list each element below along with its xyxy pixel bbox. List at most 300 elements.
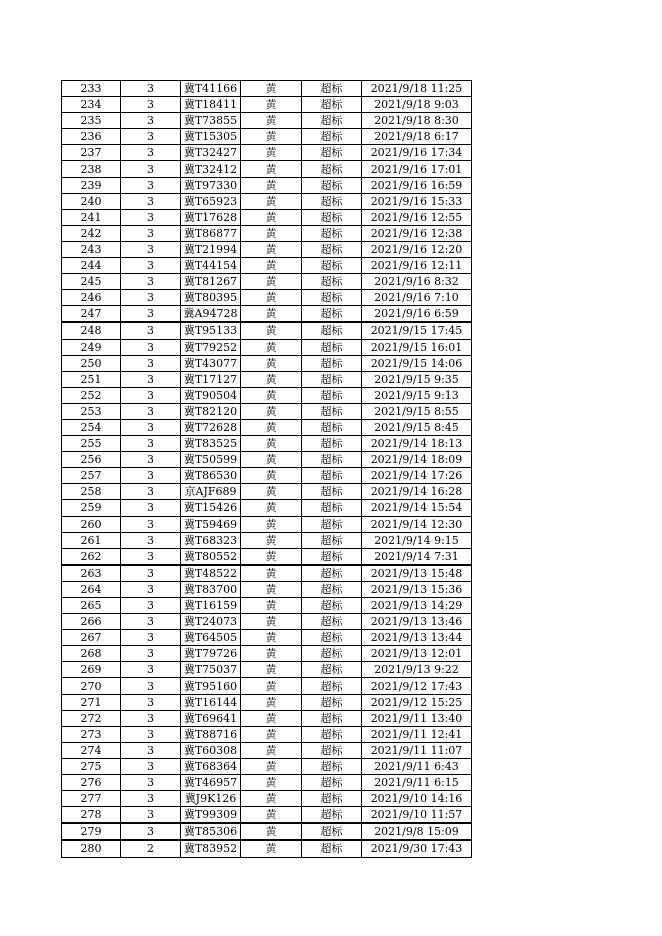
category-cell: 3 [121, 113, 181, 129]
datetime-cell: 2021/9/14 12:30 [362, 516, 472, 532]
plate-color-cell: 黄 [241, 646, 302, 662]
table-row [62, 807, 472, 824]
category-cell: 3 [121, 97, 181, 113]
row-number-cell: 267 [62, 630, 121, 646]
category-cell: 3 [121, 355, 181, 371]
row-number-cell: 265 [62, 598, 121, 614]
plate-number-cell: 冀T15426 [181, 500, 241, 516]
datetime-cell: 2021/9/16 12:20 [362, 241, 472, 257]
plate-number-cell: 冀T64505 [181, 630, 241, 646]
category-cell: 3 [121, 387, 181, 403]
table-row [62, 452, 472, 468]
category-cell: 3 [121, 403, 181, 419]
status-cell: 超标 [302, 81, 362, 97]
row-number-cell: 246 [62, 290, 121, 306]
row-number-cell: 277 [62, 791, 121, 807]
table-row [62, 193, 472, 209]
table-row [62, 371, 472, 387]
datetime-cell: 2021/9/14 9:15 [362, 532, 472, 548]
table-row [62, 225, 472, 241]
datetime-cell: 2021/9/14 16:28 [362, 484, 472, 500]
status-cell: 超标 [302, 726, 362, 742]
plate-color-cell: 黄 [241, 419, 302, 435]
status-cell: 超标 [302, 371, 362, 387]
plate-color-cell: 黄 [241, 565, 302, 582]
status-cell: 超标 [302, 387, 362, 403]
plate-number-cell: 冀T86877 [181, 225, 241, 241]
row-number-cell: 237 [62, 145, 121, 161]
category-cell: 3 [121, 614, 181, 630]
datetime-cell: 2021/9/8 15:09 [362, 823, 472, 840]
plate-number-cell: 冀T75037 [181, 662, 241, 678]
status-cell: 超标 [302, 662, 362, 678]
category-cell: 3 [121, 598, 181, 614]
status-cell: 超标 [302, 581, 362, 597]
datetime-cell: 2021/9/16 17:01 [362, 161, 472, 177]
status-cell: 超标 [302, 193, 362, 209]
datetime-cell: 2021/9/16 12:38 [362, 225, 472, 241]
plate-color-cell: 黄 [241, 145, 302, 161]
plate-number-cell: 冀T79726 [181, 646, 241, 662]
plate-color-cell: 黄 [241, 726, 302, 742]
plate-number-cell: 冀T17127 [181, 371, 241, 387]
row-number-cell: 238 [62, 161, 121, 177]
datetime-cell: 2021/9/18 6:17 [362, 129, 472, 145]
plate-number-cell: 冀T85306 [181, 823, 241, 840]
table-row [62, 565, 472, 582]
status-cell: 超标 [302, 290, 362, 306]
status-cell: 超标 [302, 548, 362, 565]
row-number-cell: 273 [62, 726, 121, 742]
datetime-cell: 2021/9/15 9:35 [362, 371, 472, 387]
table-row [62, 355, 472, 371]
plate-color-cell: 黄 [241, 516, 302, 532]
table-row [62, 322, 472, 339]
datetime-cell: 2021/9/13 13:44 [362, 630, 472, 646]
plate-number-cell: 冀T68323 [181, 532, 241, 548]
category-cell: 3 [121, 129, 181, 145]
plate-color-cell: 黄 [241, 614, 302, 630]
plate-number-cell: 冀A94728 [181, 306, 241, 323]
plate-color-cell: 黄 [241, 322, 302, 339]
table-row [62, 710, 472, 726]
row-number-cell: 234 [62, 97, 121, 113]
plate-color-cell: 黄 [241, 387, 302, 403]
category-cell: 3 [121, 500, 181, 516]
plate-number-cell: 冀T81267 [181, 274, 241, 290]
category-cell: 3 [121, 468, 181, 484]
datetime-cell: 2021/9/11 12:41 [362, 726, 472, 742]
datetime-cell: 2021/9/18 8:30 [362, 113, 472, 129]
plate-number-cell: 冀T82120 [181, 403, 241, 419]
plate-color-cell: 黄 [241, 274, 302, 290]
status-cell: 超标 [302, 436, 362, 452]
datetime-cell: 2021/9/14 15:54 [362, 500, 472, 516]
plate-number-cell: 冀J9K126 [181, 791, 241, 807]
plate-number-cell: 冀T86530 [181, 468, 241, 484]
datetime-cell: 2021/9/16 16:59 [362, 177, 472, 193]
table-row [62, 339, 472, 355]
plate-color-cell: 黄 [241, 791, 302, 807]
datetime-cell: 2021/9/13 15:48 [362, 565, 472, 582]
datetime-cell: 2021/9/15 16:01 [362, 339, 472, 355]
plate-color-cell: 黄 [241, 742, 302, 758]
table-row [62, 161, 472, 177]
status-cell: 超标 [302, 452, 362, 468]
datetime-cell: 2021/9/30 17:43 [362, 840, 472, 857]
table-row [62, 306, 472, 323]
plate-color-cell: 黄 [241, 177, 302, 193]
category-cell: 3 [121, 193, 181, 209]
plate-color-cell: 黄 [241, 678, 302, 694]
row-number-cell: 249 [62, 339, 121, 355]
status-cell: 超标 [302, 678, 362, 694]
table-row [62, 758, 472, 774]
plate-color-cell: 黄 [241, 258, 302, 274]
row-number-cell: 245 [62, 274, 121, 290]
category-cell: 3 [121, 807, 181, 824]
plate-number-cell: 冀T32427 [181, 145, 241, 161]
status-cell: 超标 [302, 516, 362, 532]
category-cell: 3 [121, 516, 181, 532]
table-row [62, 532, 472, 548]
row-number-cell: 253 [62, 403, 121, 419]
row-number-cell: 239 [62, 177, 121, 193]
datetime-cell: 2021/9/13 9:22 [362, 662, 472, 678]
table-row [62, 662, 472, 678]
table-row [62, 516, 472, 532]
plate-number-cell: 冀T95160 [181, 678, 241, 694]
datetime-cell: 2021/9/13 12:01 [362, 646, 472, 662]
plate-number-cell: 冀T83952 [181, 840, 241, 857]
row-number-cell: 233 [62, 81, 121, 97]
category-cell: 3 [121, 694, 181, 710]
plate-color-cell: 黄 [241, 598, 302, 614]
plate-number-cell: 冀T95133 [181, 322, 241, 339]
status-cell: 超标 [302, 225, 362, 241]
status-cell: 超标 [302, 791, 362, 807]
status-cell: 超标 [302, 742, 362, 758]
datetime-cell: 2021/9/10 11:57 [362, 807, 472, 824]
category-cell: 3 [121, 758, 181, 774]
row-number-cell: 258 [62, 484, 121, 500]
plate-number-cell: 冀T46957 [181, 775, 241, 791]
datetime-cell: 2021/9/12 17:43 [362, 678, 472, 694]
status-cell: 超标 [302, 565, 362, 582]
table-row [62, 840, 472, 857]
datetime-cell: 2021/9/16 8:32 [362, 274, 472, 290]
plate-color-cell: 黄 [241, 581, 302, 597]
category-cell: 3 [121, 241, 181, 257]
table-row [62, 258, 472, 274]
plate-number-cell: 冀T15305 [181, 129, 241, 145]
datetime-cell: 2021/9/18 9:03 [362, 97, 472, 113]
plate-color-cell: 黄 [241, 532, 302, 548]
status-cell: 超标 [302, 807, 362, 824]
category-cell: 3 [121, 419, 181, 435]
plate-color-cell: 黄 [241, 113, 302, 129]
row-number-cell: 276 [62, 775, 121, 791]
row-number-cell: 257 [62, 468, 121, 484]
plate-number-cell: 冀T17628 [181, 209, 241, 225]
status-cell: 超标 [302, 823, 362, 840]
category-cell: 3 [121, 726, 181, 742]
row-number-cell: 264 [62, 581, 121, 597]
plate-number-cell: 冀T79252 [181, 339, 241, 355]
plate-number-cell: 冀T72628 [181, 419, 241, 435]
datetime-cell: 2021/9/14 18:09 [362, 452, 472, 468]
row-number-cell: 242 [62, 225, 121, 241]
category-cell: 3 [121, 290, 181, 306]
table-row [62, 548, 472, 565]
plate-number-cell: 冀T69641 [181, 710, 241, 726]
table-row [62, 742, 472, 758]
datetime-cell: 2021/9/15 14:06 [362, 355, 472, 371]
plate-color-cell: 黄 [241, 403, 302, 419]
plate-color-cell: 黄 [241, 209, 302, 225]
plate-color-cell: 黄 [241, 129, 302, 145]
category-cell: 3 [121, 258, 181, 274]
table-row [62, 436, 472, 452]
plate-number-cell: 冀T16159 [181, 598, 241, 614]
row-number-cell: 256 [62, 452, 121, 468]
plate-color-cell: 黄 [241, 355, 302, 371]
status-cell: 超标 [302, 274, 362, 290]
plate-number-cell: 冀T18411 [181, 97, 241, 113]
status-cell: 超标 [302, 322, 362, 339]
category-cell: 3 [121, 710, 181, 726]
datetime-cell: 2021/9/13 13:46 [362, 614, 472, 630]
row-number-cell: 244 [62, 258, 121, 274]
plate-color-cell: 黄 [241, 290, 302, 306]
row-number-cell: 241 [62, 209, 121, 225]
category-cell: 3 [121, 177, 181, 193]
status-cell: 超标 [302, 614, 362, 630]
status-cell: 超标 [302, 97, 362, 113]
plate-number-cell: 冀T60308 [181, 742, 241, 758]
plate-number-cell: 冀T16144 [181, 694, 241, 710]
plate-color-cell: 黄 [241, 241, 302, 257]
table-row [62, 145, 472, 161]
plate-color-cell: 黄 [241, 758, 302, 774]
plate-number-cell: 冀T24073 [181, 614, 241, 630]
status-cell: 超标 [302, 758, 362, 774]
status-cell: 超标 [302, 419, 362, 435]
plate-number-cell: 冀T21994 [181, 241, 241, 257]
category-cell: 3 [121, 775, 181, 791]
plate-number-cell: 冀T68364 [181, 758, 241, 774]
table-row [62, 97, 472, 113]
category-cell: 3 [121, 145, 181, 161]
row-number-cell: 263 [62, 565, 121, 582]
row-number-cell: 278 [62, 807, 121, 824]
plate-number-cell: 冀T80395 [181, 290, 241, 306]
datetime-cell: 2021/9/16 6:59 [362, 306, 472, 323]
plate-color-cell: 黄 [241, 306, 302, 323]
row-number-cell: 255 [62, 436, 121, 452]
category-cell: 3 [121, 791, 181, 807]
plate-color-cell: 黄 [241, 662, 302, 678]
row-number-cell: 280 [62, 840, 121, 857]
plate-color-cell: 黄 [241, 548, 302, 565]
row-number-cell: 274 [62, 742, 121, 758]
plate-number-cell: 冀T99309 [181, 807, 241, 824]
table-row [62, 791, 472, 807]
category-cell: 3 [121, 436, 181, 452]
plate-color-cell: 黄 [241, 694, 302, 710]
datetime-cell: 2021/9/10 14:16 [362, 791, 472, 807]
datetime-cell: 2021/9/16 17:34 [362, 145, 472, 161]
plate-color-cell: 黄 [241, 630, 302, 646]
plate-color-cell: 黄 [241, 452, 302, 468]
category-cell: 3 [121, 646, 181, 662]
row-number-cell: 270 [62, 678, 121, 694]
status-cell: 超标 [302, 161, 362, 177]
plate-color-cell: 黄 [241, 775, 302, 791]
row-number-cell: 262 [62, 548, 121, 565]
row-number-cell: 248 [62, 322, 121, 339]
datetime-cell: 2021/9/12 15:25 [362, 694, 472, 710]
plate-number-cell: 冀T48522 [181, 565, 241, 582]
status-cell: 超标 [302, 840, 362, 857]
status-cell: 超标 [302, 306, 362, 323]
plate-number-cell: 冀T59469 [181, 516, 241, 532]
status-cell: 超标 [302, 694, 362, 710]
plate-color-cell: 黄 [241, 823, 302, 840]
plate-color-cell: 黄 [241, 161, 302, 177]
category-cell: 3 [121, 225, 181, 241]
row-number-cell: 254 [62, 419, 121, 435]
status-cell: 超标 [302, 598, 362, 614]
category-cell: 3 [121, 484, 181, 500]
plate-number-cell: 冀T32412 [181, 161, 241, 177]
datetime-cell: 2021/9/11 13:40 [362, 710, 472, 726]
table-row [62, 694, 472, 710]
status-cell: 超标 [302, 775, 362, 791]
plate-color-cell: 黄 [241, 339, 302, 355]
status-cell: 超标 [302, 241, 362, 257]
category-cell: 3 [121, 678, 181, 694]
category-cell: 3 [121, 306, 181, 323]
table-row [62, 403, 472, 419]
status-cell: 超标 [302, 710, 362, 726]
category-cell: 3 [121, 742, 181, 758]
plate-number-cell: 冀T44154 [181, 258, 241, 274]
row-number-cell: 250 [62, 355, 121, 371]
plate-number-cell: 冀T88716 [181, 726, 241, 742]
plate-number-cell: 冀T97330 [181, 177, 241, 193]
status-cell: 超标 [302, 355, 362, 371]
plate-color-cell: 黄 [241, 710, 302, 726]
table-row [62, 177, 472, 193]
plate-number-cell: 冀T90504 [181, 387, 241, 403]
row-number-cell: 259 [62, 500, 121, 516]
status-cell: 超标 [302, 145, 362, 161]
plate-color-cell: 黄 [241, 371, 302, 387]
status-cell: 超标 [302, 630, 362, 646]
datetime-cell: 2021/9/15 8:55 [362, 403, 472, 419]
status-cell: 超标 [302, 339, 362, 355]
category-cell: 3 [121, 161, 181, 177]
row-number-cell: 261 [62, 532, 121, 548]
datetime-cell: 2021/9/13 14:29 [362, 598, 472, 614]
table-row [62, 209, 472, 225]
row-number-cell: 240 [62, 193, 121, 209]
plate-color-cell: 黄 [241, 193, 302, 209]
datetime-cell: 2021/9/16 15:33 [362, 193, 472, 209]
row-number-cell: 266 [62, 614, 121, 630]
category-cell: 3 [121, 322, 181, 339]
table-row [62, 726, 472, 742]
table-row [62, 419, 472, 435]
table-row [62, 630, 472, 646]
plate-number-cell: 冀T65923 [181, 193, 241, 209]
plate-color-cell: 黄 [241, 500, 302, 516]
status-cell: 超标 [302, 177, 362, 193]
table-row [62, 387, 472, 403]
table-row [62, 678, 472, 694]
plate-color-cell: 黄 [241, 468, 302, 484]
datetime-cell: 2021/9/11 6:15 [362, 775, 472, 791]
datetime-cell: 2021/9/13 15:36 [362, 581, 472, 597]
status-cell: 超标 [302, 258, 362, 274]
plate-number-cell: 冀T83525 [181, 436, 241, 452]
datetime-cell: 2021/9/18 11:25 [362, 81, 472, 97]
table-row [62, 129, 472, 145]
category-cell: 3 [121, 581, 181, 597]
row-number-cell: 236 [62, 129, 121, 145]
plate-number-cell: 冀T50599 [181, 452, 241, 468]
status-cell: 超标 [302, 500, 362, 516]
category-cell: 3 [121, 630, 181, 646]
table-row [62, 581, 472, 597]
category-cell: 3 [121, 565, 181, 582]
plate-color-cell: 黄 [241, 81, 302, 97]
datetime-cell: 2021/9/15 9:13 [362, 387, 472, 403]
datetime-cell: 2021/9/15 8:45 [362, 419, 472, 435]
row-number-cell: 252 [62, 387, 121, 403]
table-row [62, 290, 472, 306]
category-cell: 3 [121, 209, 181, 225]
status-cell: 超标 [302, 646, 362, 662]
datetime-cell: 2021/9/16 12:11 [362, 258, 472, 274]
datetime-cell: 2021/9/15 17:45 [362, 322, 472, 339]
status-cell: 超标 [302, 209, 362, 225]
data-table [61, 80, 472, 858]
plate-color-cell: 黄 [241, 840, 302, 857]
plate-number-cell: 冀T41166 [181, 81, 241, 97]
table-row [62, 500, 472, 516]
row-number-cell: 235 [62, 113, 121, 129]
status-cell: 超标 [302, 403, 362, 419]
category-cell: 3 [121, 532, 181, 548]
row-number-cell: 247 [62, 306, 121, 323]
table-row [62, 241, 472, 257]
plate-number-cell: 冀T80552 [181, 548, 241, 565]
category-cell: 3 [121, 823, 181, 840]
plate-color-cell: 黄 [241, 225, 302, 241]
row-number-cell: 268 [62, 646, 121, 662]
table-row [62, 775, 472, 791]
plate-number-cell: 京AJF689 [181, 484, 241, 500]
datetime-cell: 2021/9/14 18:13 [362, 436, 472, 452]
datetime-cell: 2021/9/11 6:43 [362, 758, 472, 774]
plate-number-cell: 冀T73855 [181, 113, 241, 129]
category-cell: 2 [121, 840, 181, 857]
table-row [62, 274, 472, 290]
datetime-cell: 2021/9/11 11:07 [362, 742, 472, 758]
table-row [62, 484, 472, 500]
